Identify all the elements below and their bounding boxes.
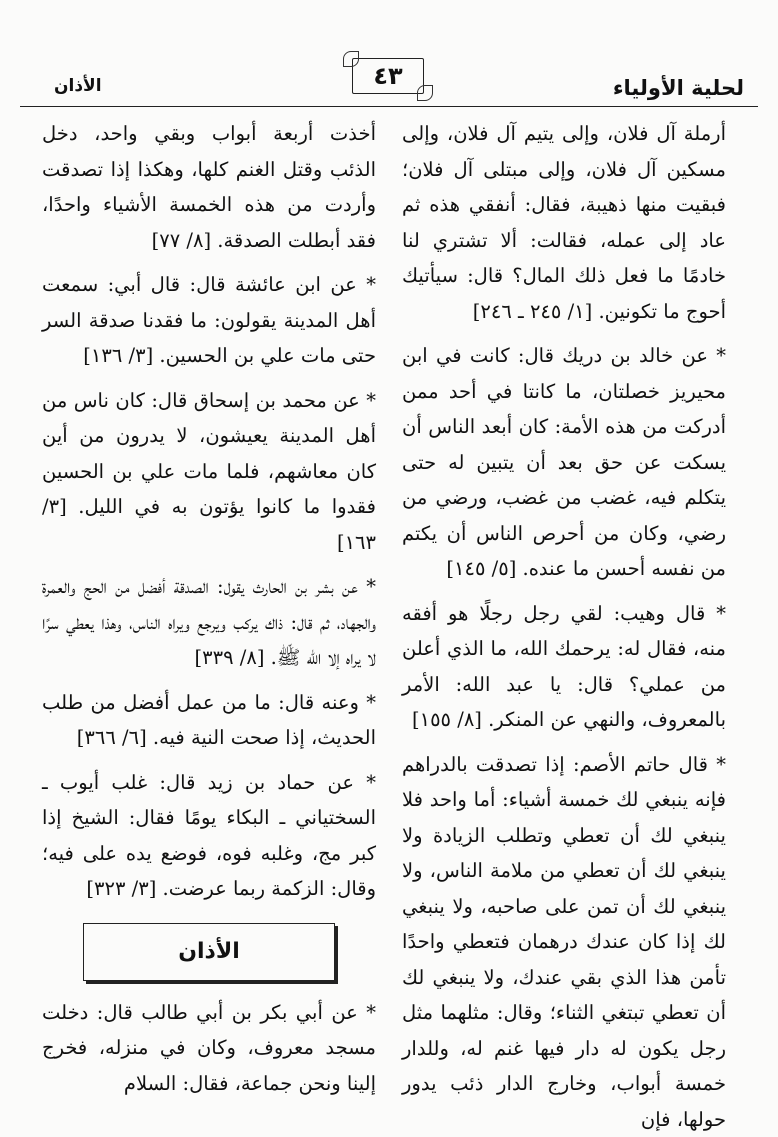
paragraph: * قال حاتم الأصم: إذا تصدقت بالدراهم فإنه ينبغي لك خمسة أشياء: أما واحد فلا ينبغي لك أن تعطي وتطلب الزيادة ولا ينبغي لك أن تعطي من ملامة الناس، ولا ينبغي لك أن تمن على صاحبه، ولا ينبغي لك إذا كان عندك درهمان فتعطي واحدًا تأمن هذا الذي بقي عندك، ولا ينبغي لك أن تعطي تبتغي الثناء؛ وقال: مثلهما مثل رجل يكون له دار فيها غنم له، وللدار خمسة أبواب، وخارج الدار ذئب يدور حولها، فإن bbox=[402, 747, 726, 1137]
page-number: ٤٣ bbox=[373, 62, 402, 90]
paragraph: * قال وهيب: لقي رجل رجلًا هو أفقه منه، فقال له: يرحمك الله، ما الذي أعلن من عملي؟ قال: يا عبد الله: الأمر بالمعروف، والنهي عن المنكر. [٨/ ١٥٥] bbox=[402, 596, 726, 738]
section-heading: الأذان bbox=[178, 939, 240, 964]
book-title: لحلية الأولياء bbox=[613, 76, 744, 100]
paragraph: * عن خالد بن دريك قال: كانت في ابن محيريز خصلتان، ما كانتا في أحد ممن أدركت من هذه الأمة: كان أبعد الناس أن يسكت عن حق بعد أن يتبين له حتى يتكلم فيه، غضب من غضب، ورضي من رضي، وكان من أحرص الناس أن يكتم من نفسه أحسن ما عنده. [٥/ ١٤٥] bbox=[402, 338, 726, 587]
page-number-frame bbox=[352, 58, 424, 94]
right-column bbox=[402, 116, 726, 1137]
section-heading-box bbox=[83, 923, 335, 981]
paragraph: * عن بشر بن الحارث يقول: الصدقة أفضل من الحج والعمرة والجهاد، ثم قال: ذاك يركب ويرجع ويراه الناس، وهذا يعطي سرًا لا يراه إلا الله ﷺ. [٨/ ٣٣٩] bbox=[42, 569, 376, 676]
left-column bbox=[42, 116, 376, 1101]
section-title: الأذان bbox=[54, 76, 102, 96]
page-header bbox=[20, 52, 758, 102]
paragraph: * وعنه قال: ما من عمل أفضل من طلب الحديث، إذا صحت النية فيه. [٦/ ٣٦٦] bbox=[42, 685, 376, 756]
paragraph: * عن ابن عائشة قال: قال أبي: سمعت أهل المدينة يقولون: ما فقدنا صدقة السر حتى مات علي بن الحسين. [٣/ ١٣٦] bbox=[42, 267, 376, 374]
paragraph: * عن محمد بن إسحاق قال: كان ناس من أهل المدينة يعيشون، لا يدرون من أين كان معاشهم، فلما مات علي بن الحسين فقدوا ما كانوا يؤتون به في الليل. [٣/ ١٦٣] bbox=[42, 383, 376, 561]
paragraph: أخذت أربعة أبواب وبقي واحد، دخل الذئب وقتل الغنم كلها، وهكذا إذا تصدقت وأردت من هذه الخمسة الأشياء واحدًا، فقد أبطلت الصدقة. [٨/ ٧٧] bbox=[42, 116, 376, 258]
paragraph: * عن أبي بكر بن أبي طالب قال: دخلت مسجد معروف، وكان في منزله، فخرج إلينا ونحن جماعة، فقال: السلام bbox=[42, 995, 376, 1102]
header-rule bbox=[20, 106, 758, 107]
paragraph: أرملة آل فلان، وإلى يتيم آل فلان، وإلى مسكين آل فلان، وإلى مبتلى آل فلان؛ فبقيت منها ذهيبة، فقال: أنفقي هذه ثم عاد إلى عمله، فقالت: ألا تشتري لنا خادمًا ما فعل ذلك المال؟ قال: سيأتيك أحوج ما تكونين. [١/ ٢٤٥ ـ ٢٤٦] bbox=[402, 116, 726, 329]
paragraph: * عن حماد بن زيد قال: غلب أيوب ـ السختياني ـ البكاء يومًا فقال: الشيخ إذا كبر مج، وغلبه فوه، فوضع يده على فيه؛ وقال: الزكمة ربما عرضت. [٣/ ٣٢٣] bbox=[42, 765, 376, 907]
